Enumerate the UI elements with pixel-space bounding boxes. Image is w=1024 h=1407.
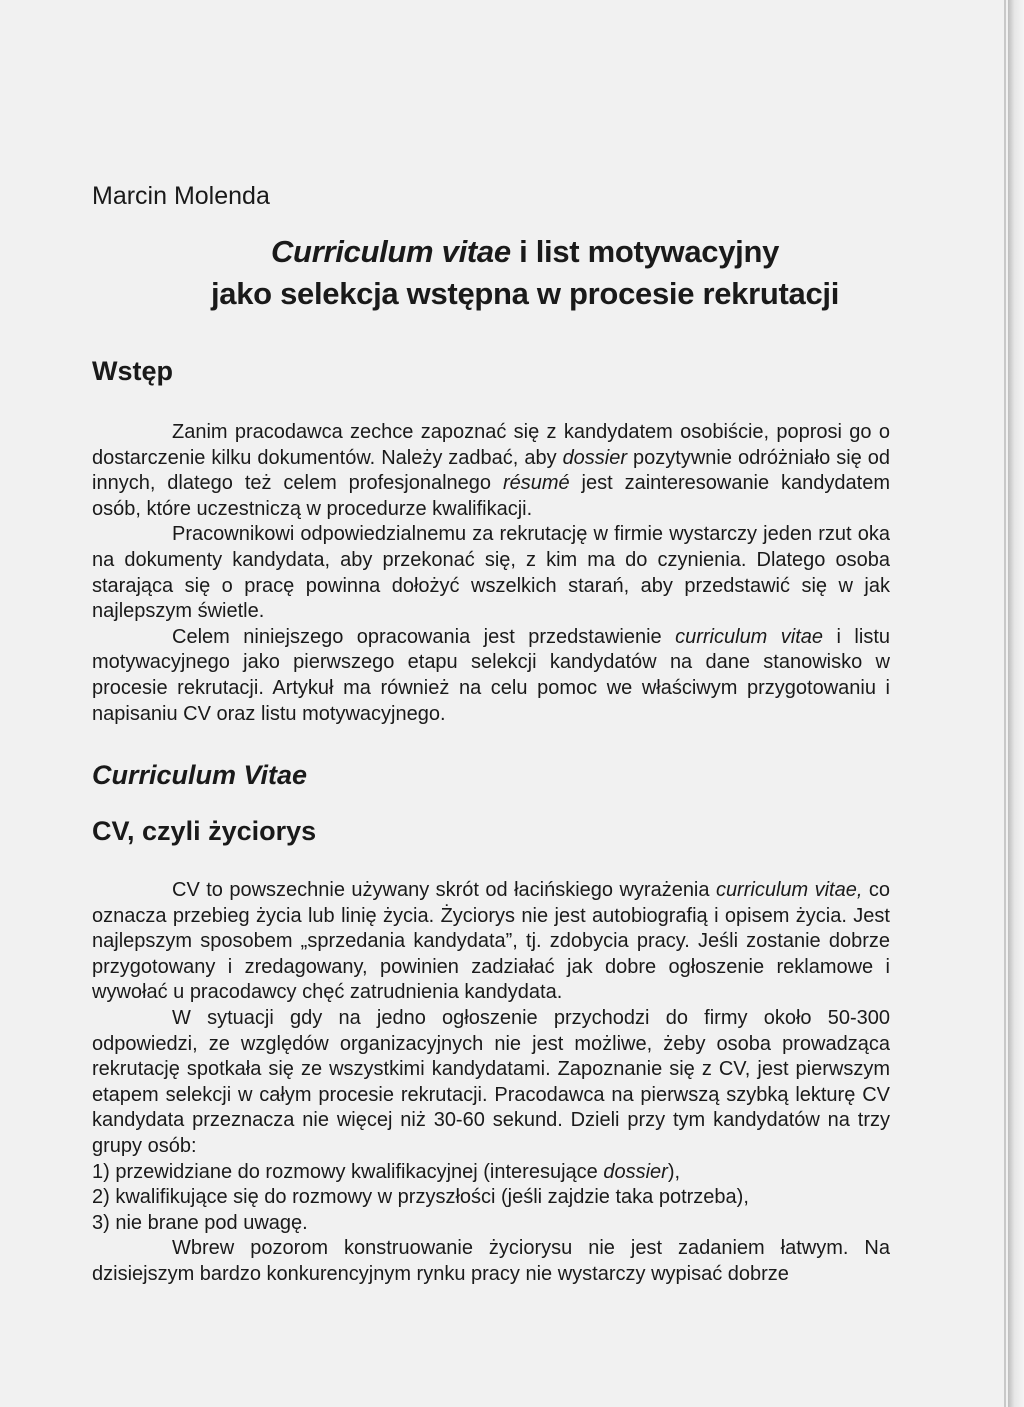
author-name: Marcin Molenda [92, 182, 270, 210]
text-run: ), [667, 1160, 681, 1183]
section-heading-curriculum-vitae: Curriculum Vitae [92, 760, 308, 790]
text-run: jest zainteresowanie kandydatem osób, które uczestniczą w procedurze kwalifikacji. [92, 472, 890, 520]
text-run-italic: dossier [603, 1160, 668, 1183]
text-run: pozytywnie odróżniało się od innych, dlatego też celem profesjonalnego [92, 446, 890, 495]
cv-body [92, 878, 890, 1288]
text-run: Celem niniejszego opracowania jest przedstawienie [172, 625, 676, 648]
section-heading-intro: Wstęp [92, 356, 173, 386]
cv-paragraph-3: Wbrew pozorom konstruowanie życiorysu nie jest zadaniem łatwym. Na dzisiejszym bardzo konkurencyjnym rynku pracy nie wystarczy wypisać dobrze [92, 1237, 890, 1285]
page-gutter-line [1004, 0, 1006, 1407]
text-run: co oznacza przebieg życia lub linię życia. Życiorys nie jest autobiografią i opisem życia. Jest najlepszym sposobem „sprzedania kandydata”, tj. zdobycia pracy. Jeśli zostanie dobrze przygotowany i zredagowany, powinien zadziałać jak dobre ogłoszenie reklamowe i wywołać u pracodawcy chęć zatrudnienia kandydata. [92, 879, 890, 1004]
article-title-line-1 [130, 234, 920, 270]
intro-body [92, 420, 890, 727]
title-rest-part: i list motywacyjny [510, 234, 780, 269]
list-item: 2) kwalifikujące się do rozmowy w przyszłości (jeśli zajdzie taka potrzeba), [92, 1186, 749, 1209]
text-run-italic: dossier [562, 446, 628, 469]
text-run-italic: curriculum vitae [675, 625, 824, 648]
intro-paragraph-1 [92, 420, 890, 522]
text-run-italic: curriculum vitae, [715, 879, 863, 901]
list-item: 3) nie brane pod uwagę. [92, 1211, 308, 1234]
text-run: CV to powszechnie używany skrót od łacińskiego wyrażenia [172, 879, 716, 901]
cv-paragraph-1 [92, 878, 890, 1006]
text-run: 1) przewidziane do rozmowy kwalifikacyjnej (interesujące [92, 1160, 604, 1183]
intro-paragraph-3 [92, 625, 890, 727]
text-run: Zanim pracodawca zechce zapoznać się z kandydatem osobiście, poprosi go o dostarczenie kilku dokumentów. Należy zadbać, aby [92, 421, 890, 469]
article-title-line-2: jako selekcja wstępna w procesie rekrutacji [210, 276, 840, 311]
cv-paragraph-2: W sytuacji gdy na jedno ogłoszenie przychodzi do firmy około 50-300 odpowiedzi, ze względów organizacyjnych nie jest możliwe, żeby osoba prowadząca rekrutację spotkała się ze wszystkimi kandydatami. Zapoznanie się z CV, jest pierwszym etapem selekcji w całym procesie rekrutacji. Pracodawca na pierwszą szybką lekturę CV kandydata przeznacza nie więcej niż 30-60 sekund. Dzieli przy tym kandydatów na trzy grupy osób: [92, 1006, 890, 1157]
page-gutter [1008, 0, 1024, 1407]
list-item [92, 1160, 890, 1186]
subsection-heading-cv: CV, czyli życiorys [92, 816, 317, 846]
title-italic-part: Curriculum vitae [270, 234, 511, 269]
text-run: i listu motywacyjnego jako pierwszego etapu selekcji kandydatów na dane stanowisko w procesie rekrutacji. Artykuł ma również na celu pomoc we właściwym przygotowaniu i napisaniu CV oraz listu motywacyjnego. [92, 625, 890, 725]
text-run-italic: résumé [502, 472, 570, 495]
intro-paragraph-2: Pracownikowi odpowiedzialnemu za rekrutację w firmie wystarczy jeden rzut oka na dokumenty kandydata, aby przekonać się, z kim ma do czynienia. Dlatego osoba starająca się o pracę powinna dołożyć wszelkich starań, aby przedstawić się w jak najlepszym świetle. [92, 523, 890, 623]
